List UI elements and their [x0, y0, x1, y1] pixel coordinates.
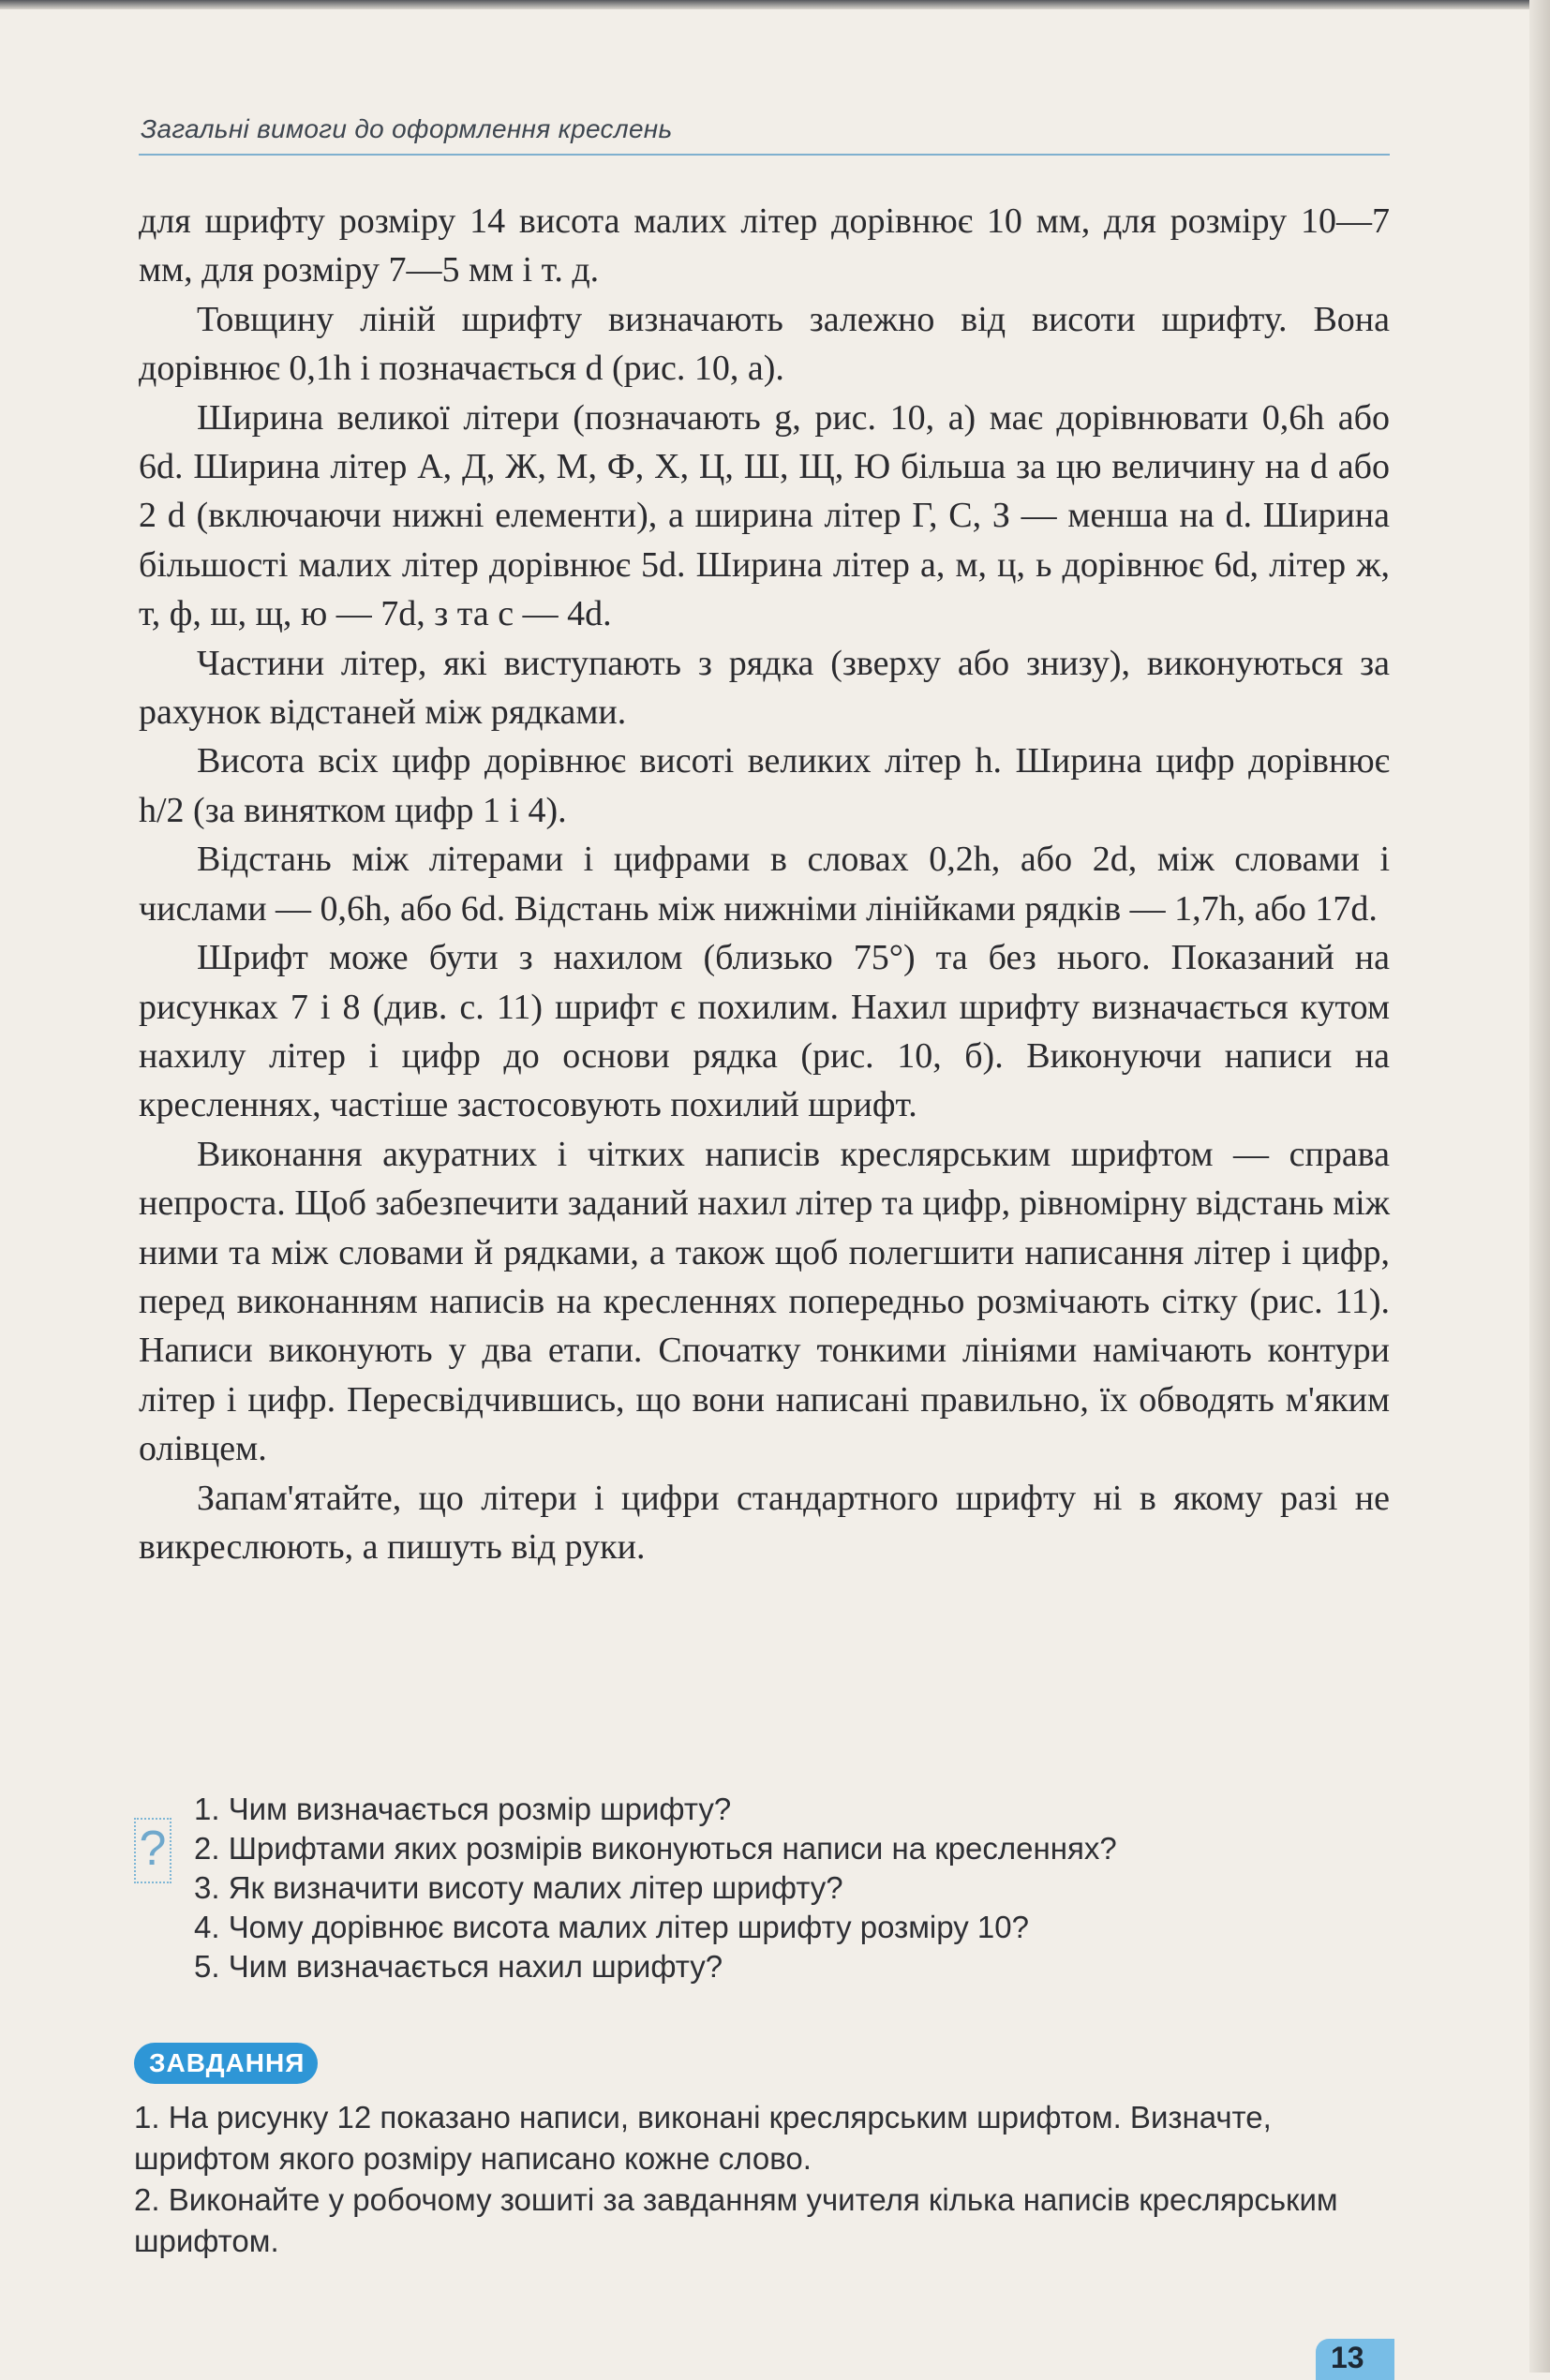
question-item: 1. Чим визначається розмір шрифту?: [194, 1792, 732, 1826]
paragraph: Частини літер, які виступають з рядка (зверху або знизу), виконуються за рахунок відстаней між рядками.: [139, 643, 1390, 733]
paragraph: Шрифт може бути з нахилом (близько 75°) та без нього. Показаний на рисунках 7 і 8 (див. с. 11) шрифт є похилим. Нахил шрифту визначається кутом нахилу літер і цифр до основи рядка (рис. 10, б). Виконуючи написи на кресленнях, частіше застосовують похилий шрифт.: [139, 938, 1390, 1125]
question-mark-icon: ?: [134, 1818, 171, 1883]
header-rule: [139, 154, 1390, 156]
question-item: 2. Шрифтами яких розмірів виконуються написи на кресленнях?: [194, 1831, 1117, 1866]
page-number: 13: [1331, 2341, 1364, 2374]
question-item: 4. Чому дорівнює висота малих літер шрифту розміру 10?: [194, 1910, 1029, 1944]
tasks-list: [134, 2097, 1390, 2262]
body-text: [139, 197, 1390, 1571]
question-item: 3. Як визначити висоту малих літер шрифту?: [194, 1870, 843, 1905]
page-right-edge: [1529, 0, 1550, 2373]
tasks-badge: ЗАВДАННЯ: [134, 2043, 318, 2084]
task-item: 1. На рисунку 12 показано написи, виконані креслярським шрифтом. Визначте, шрифтом якого розміру написано кожне слово.: [134, 2100, 1272, 2176]
paragraph: Виконання акуратних і чітких написів креслярським шрифтом — справа непроста. Щоб забезпечити заданий нахил літер та цифр, рівномірну відстань між ними та між словами й рядками, а також щоб полегшити написання літер і цифр, перед виконанням написів на кресленнях попередньо розмічають сітку (рис. 11). Написи виконують у два етапи. Спочатку тонкими лініями намічають контури літер і цифр. Пересвідчившись, що вони написані правильно, їх обводять м'яким олівцем.: [139, 1134, 1390, 1469]
header-title: Загальні вимоги до оформлення креслень: [141, 114, 673, 143]
page-top-edge: [0, 0, 1550, 9]
question-list: [194, 1790, 1117, 1986]
task-item: 2. Виконайте у робочому зошиті за завданням учителя кілька написів креслярським шрифтом.: [134, 2182, 1338, 2258]
paragraph: Ширина великої літери (позначають g, рис. 10, а) має дорівнювати 0,6h або 6d. Ширина літер А, Д, Ж, М, Ф, Х, Ц, Ш, Щ, Ю більша за цю величину на d або 2 d (включаючи нижні елементи), а ширина літер Г, С, З — менша на d. Ширина більшості малих літер дорівнює 5d. Ширина літер а, м, ц, ь дорівнює 6d, літер ж, т, ф, ш, щ, ю — 7d, з та с — 4d.: [139, 397, 1390, 634]
paragraph: Висота всіх цифр дорівнює висоті великих літер h. Ширина цифр дорівнює h/2 (за винятком цифр 1 і 4).: [139, 741, 1390, 830]
paragraph: Товщину ліній шрифту визначають залежно від висоти шрифту. Вона дорівнює 0,1h і позначається d (рис. 10, а).: [139, 299, 1390, 389]
running-header: [139, 114, 1390, 156]
paragraph: Відстань між літерами і цифрами в словах 0,2h, або 2d, між словами і числами — 0,6h, або 6d. Відстань між нижніми лінійками рядків — 1,7h, або 17d.: [139, 840, 1390, 929]
question-item: 5. Чим визначається нахил шрифту?: [194, 1949, 723, 1984]
page-number-tab: [1316, 2339, 1394, 2380]
paragraph: Запам'ятайте, що літери і цифри стандартного шрифту ні в якому разі не викреслюють, а пишуть від руки.: [139, 1478, 1390, 1567]
paragraph: для шрифту розміру 14 висота малих літер дорівнює 10 мм, для розміру 10—7 мм, для розміру 7—5 мм і т. д.: [139, 201, 1390, 290]
